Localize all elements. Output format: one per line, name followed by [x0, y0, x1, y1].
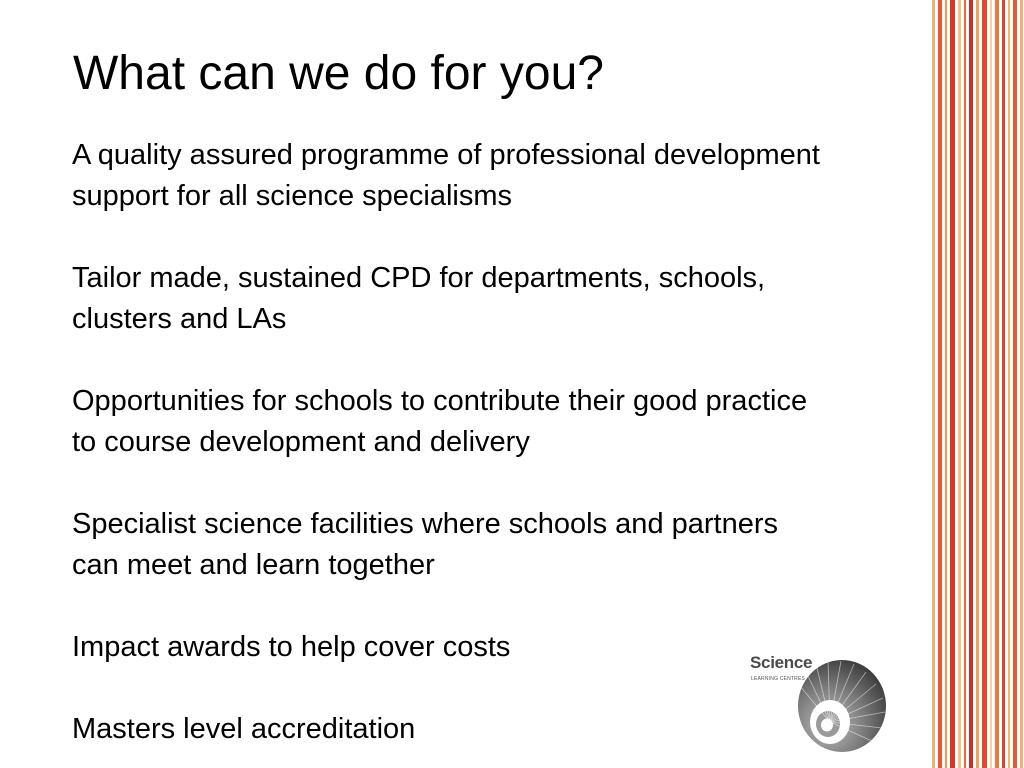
science-learning-centres-logo [750, 652, 890, 757]
stripe [950, 0, 955, 768]
decorative-stripes [930, 0, 1024, 768]
bullet-paragraph: Impact awards to help cover costs [72, 631, 511, 663]
stripe [964, 0, 966, 768]
stripe [995, 0, 999, 768]
stripe [990, 0, 992, 768]
stripe [1002, 0, 1005, 768]
stripe [958, 0, 961, 768]
stripe [1013, 0, 1017, 768]
stripe [945, 0, 947, 768]
stripe [938, 0, 942, 768]
bullet-paragraph: A quality assured programme of professional development support for all science specialisms [72, 139, 820, 212]
slide-body [72, 135, 832, 750]
stripe [932, 0, 935, 768]
stripe [982, 0, 987, 768]
slide-title: What can we do for you? [73, 47, 604, 100]
stripe [1020, 0, 1023, 768]
stripe [976, 0, 979, 768]
nautilus-shell-icon [794, 652, 890, 756]
bullet-paragraph: Tailor made, sustained CPD for departments, schools, clusters and LAs [72, 262, 766, 335]
bullet-paragraph: Opportunities for schools to contribute their good practice to course development and delivery [72, 385, 808, 458]
bullet-paragraph: Specialist science facilities where schools and partners can meet and learn together [72, 508, 779, 581]
stripe [969, 0, 973, 768]
logo-subtitle: LEARNING CENTRES [751, 676, 806, 682]
stripes-graphic [930, 0, 1024, 768]
stripe [1008, 0, 1010, 768]
bullet-paragraph: Masters level accreditation [72, 713, 416, 745]
logo-wordmark: Science [750, 653, 813, 672]
